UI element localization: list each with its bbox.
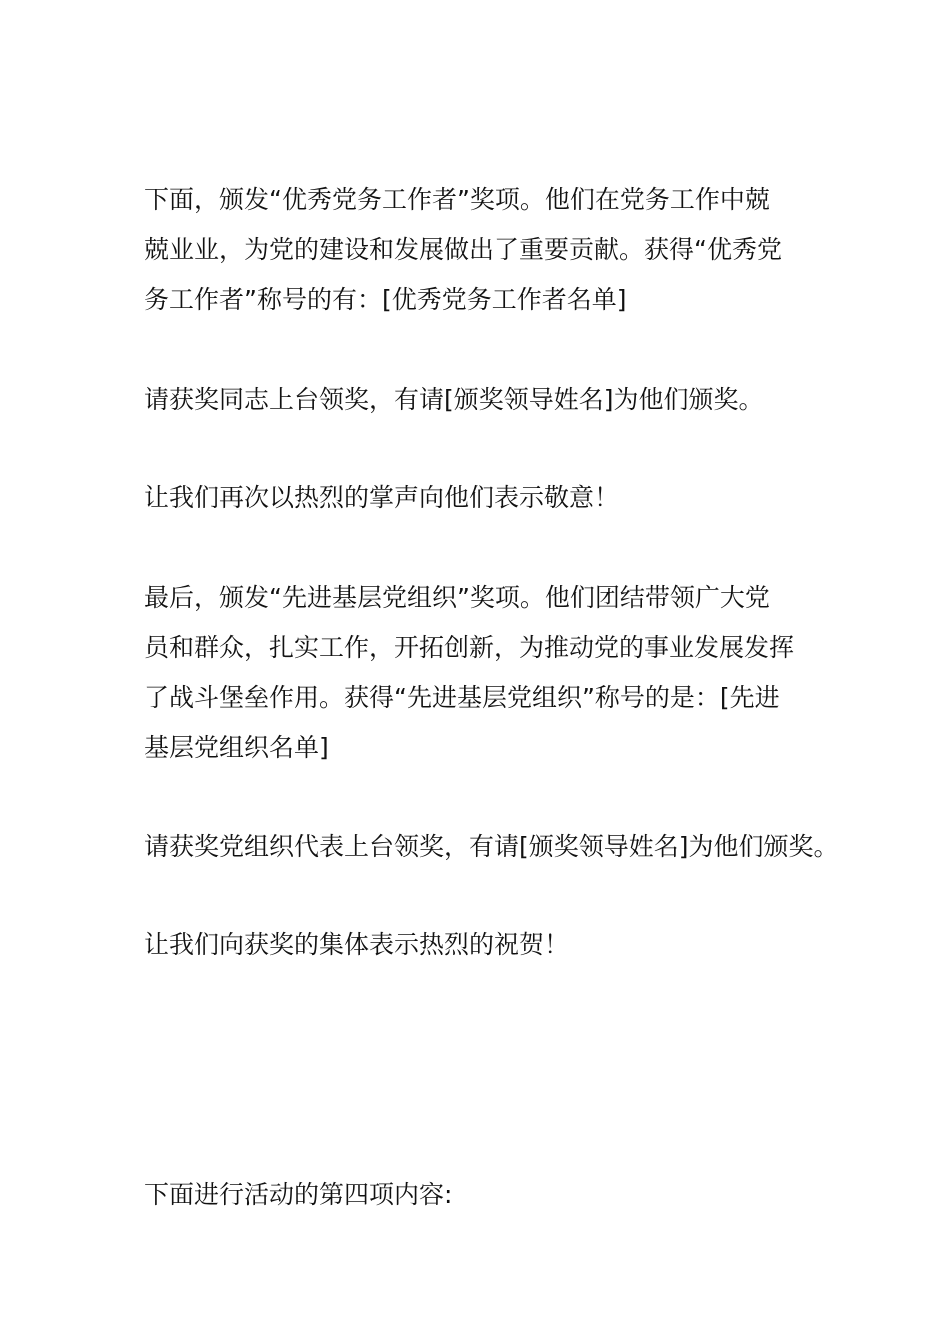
paragraph-line: 兢业业，为党的建设和发展做出了重要贡献。获得“优秀党 (144, 235, 782, 264)
paragraph-line: 了战斗堡垒作用。获得“先进基层党组织”称号的是：[先进 (144, 683, 780, 712)
paragraph-line: 下面，颁发“优秀党务工作者”奖项。他们在党务工作中兢 (144, 185, 770, 214)
paragraph-congratulations (144, 920, 814, 970)
paragraph-line: 请获奖党组织代表上台领奖，有请[颁奖领导姓名]为他们颁奖。 (144, 832, 839, 861)
paragraph-line: 基层党组织名单] (144, 733, 329, 762)
paragraph-line: 让我们再次以热烈的掌声向他们表示敬意！ (144, 483, 620, 512)
paragraph-line: 最后，颁发“先进基层党组织”奖项。他们团结带领广大党 (144, 583, 770, 612)
paragraph-line: 让我们向获奖的集体表示热烈的祝贺！ (144, 930, 570, 959)
paragraph-line: 请获奖同志上台领奖，有请[颁奖领导姓名]为他们颁奖。 (144, 385, 764, 414)
paragraph-invite-winners-stage (144, 375, 814, 425)
paragraph-applause-respect (144, 473, 814, 523)
paragraph-line: 员和群众，扎实工作，开拓创新，为推动党的事业发展发挥 (144, 633, 795, 662)
paragraph-excellent-party-workers-award (144, 175, 814, 325)
paragraph-invite-organization-representatives (144, 822, 839, 872)
paragraph-fourth-item-intro (144, 1170, 814, 1220)
paragraph-advanced-grassroots-award (144, 573, 814, 773)
paragraph-line: 务工作者”称号的有：[优秀党务工作者名单] (144, 285, 627, 314)
paragraph-line: 下面进行活动的第四项内容: (144, 1180, 453, 1209)
